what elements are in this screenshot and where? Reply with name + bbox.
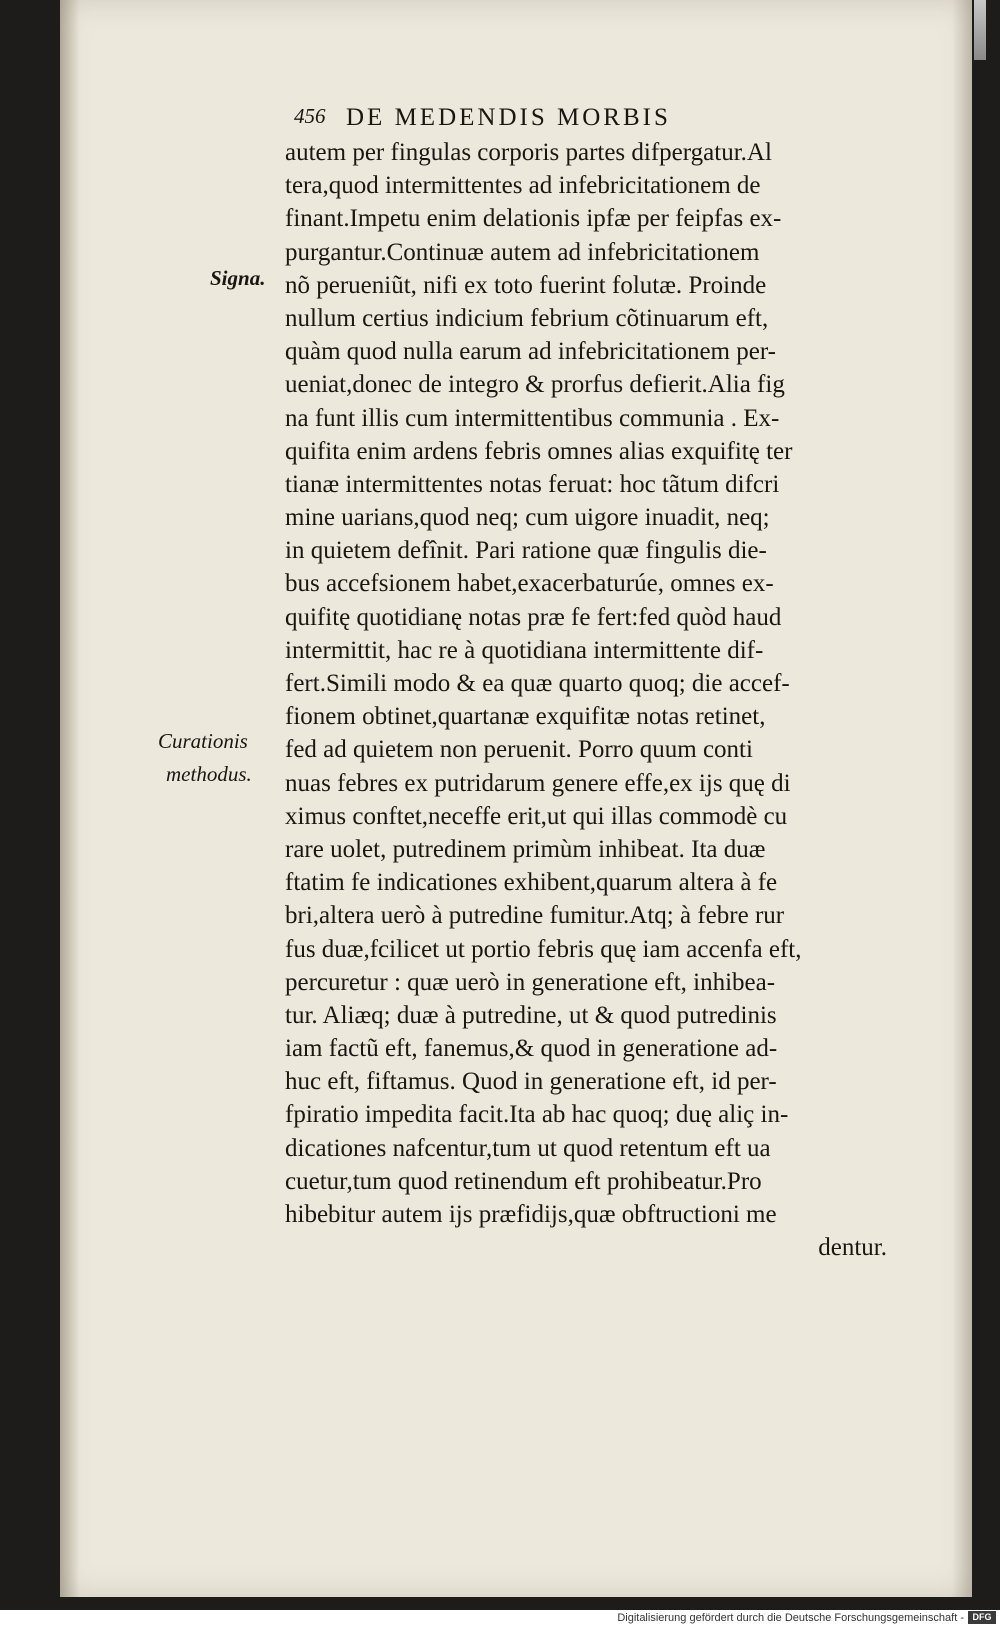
margin-note-methodus: methodus. xyxy=(166,762,252,786)
text-line: mine uarians,quod neq; cum uigore inuadit, neq; xyxy=(285,504,770,532)
text-line: percuretur : quæ uerò in generatione eft, inhibea- xyxy=(285,968,776,996)
text-line: nullum certius indicium febrium cõtinuarum eft, xyxy=(285,304,769,332)
text-line: intermittit, hac re à quotidiana intermittente dif- xyxy=(285,636,764,664)
funding-credit: Digitalisierung gefördert durch die Deutsche Forschungsgemeinschaft - xyxy=(617,1612,964,1624)
running-head: DE MEDENDIS MORBIS xyxy=(346,104,671,131)
page-edge-shadow xyxy=(952,0,972,1597)
page-number: 456 xyxy=(294,104,326,128)
text-line: iam factũ eft, fanemus,& quod in generatione ad- xyxy=(285,1035,778,1063)
text-line: ximus conftet,neceffe erit,ut qui illas commodè cu xyxy=(285,802,788,830)
text-line: tianæ intermittentes notas feruat: hoc tãtum difcri xyxy=(285,470,780,498)
text-line: fpiratio impedita facit.Ita ab hac quoq; duę aliç in- xyxy=(285,1101,789,1129)
text-line: bri,altera uerò à putredine fumitur.Atq; à febre rur xyxy=(285,902,785,930)
text-line: na funt illis cum intermittentibus communia . Ex- xyxy=(285,404,780,432)
text-line: dentur. xyxy=(818,1234,887,1262)
text-line: cuetur,tum quod retinendum eft prohibeatur.Pro xyxy=(285,1167,762,1195)
margin-note-curationis: Curationis xyxy=(158,729,248,753)
text-line: rare uolet, putredinem primùm inhibeat. Ita duæ xyxy=(285,835,766,863)
text-line: ftatim fe indicationes exhibent,quarum altera à fe xyxy=(285,869,778,897)
text-line: tera,quod intermittentes ad infebricitationem de xyxy=(285,172,761,200)
text-line: quifita enim ardens febris omnes alias exquifitę ter xyxy=(285,437,793,465)
text-line: fus duæ,fcilicet ut portio febris quę iam accenfa eft, xyxy=(285,935,802,963)
text-line: quifitę quotidianę notas præ fe fert:fed quòd haud xyxy=(285,603,782,631)
text-line: nõ perueniũt, nifi ex toto fuerint folutæ. Proinde xyxy=(285,271,767,299)
text-line: nuas febres ex putridarum genere effe,ex ijs quę di xyxy=(285,769,791,797)
margin-note-signa: Signa. xyxy=(210,266,266,290)
text-line: ueniat,donec de integro & prorfus defierit.Alia fig xyxy=(285,371,785,399)
text-line: huc eft, fiftamus. Quod in generatione eft, id per- xyxy=(285,1068,777,1096)
text-line: hibebitur autem ijs præfidijs,quæ obftructioni me xyxy=(285,1201,777,1228)
text-line: finant.Impetu enim delationis ipfæ per feipfas ex- xyxy=(285,205,782,233)
scan-edge xyxy=(988,0,1000,60)
footer-bar xyxy=(0,1610,1000,1627)
text-line: fert.Simili modo & ea quæ quarto quoq; die accef- xyxy=(285,670,790,697)
scan-calibration-strip xyxy=(974,0,986,60)
text-line: in quietem defînit. Pari ratione quæ fingulis die- xyxy=(285,537,767,565)
text-line: fed ad quietem non peruenit. Porro quum conti xyxy=(285,736,753,764)
body-text xyxy=(285,136,905,1264)
text-line: autem per fingulas corporis partes difpergatur.Al xyxy=(285,139,772,166)
text-line: tur. Aliæq; duæ à putredine, ut & quod putredinis xyxy=(285,1001,777,1029)
text-line: fionem obtinet,quartanæ exquifitæ notas retinet, xyxy=(285,703,766,731)
text-line: bus accefsionem habet,exacerbaturúe, omnes ex- xyxy=(285,570,774,598)
page-gutter-shadow xyxy=(60,0,80,1597)
text-line: dicationes nafcentur,tum ut quod retentum eft ua xyxy=(285,1134,771,1162)
text-line: purgantur.Continuæ autem ad infebricitationem xyxy=(285,238,760,266)
page-header xyxy=(294,104,854,138)
text-line: quàm quod nulla earum ad infebricitationem per- xyxy=(285,338,776,366)
dfg-logo: DFG xyxy=(968,1611,996,1624)
